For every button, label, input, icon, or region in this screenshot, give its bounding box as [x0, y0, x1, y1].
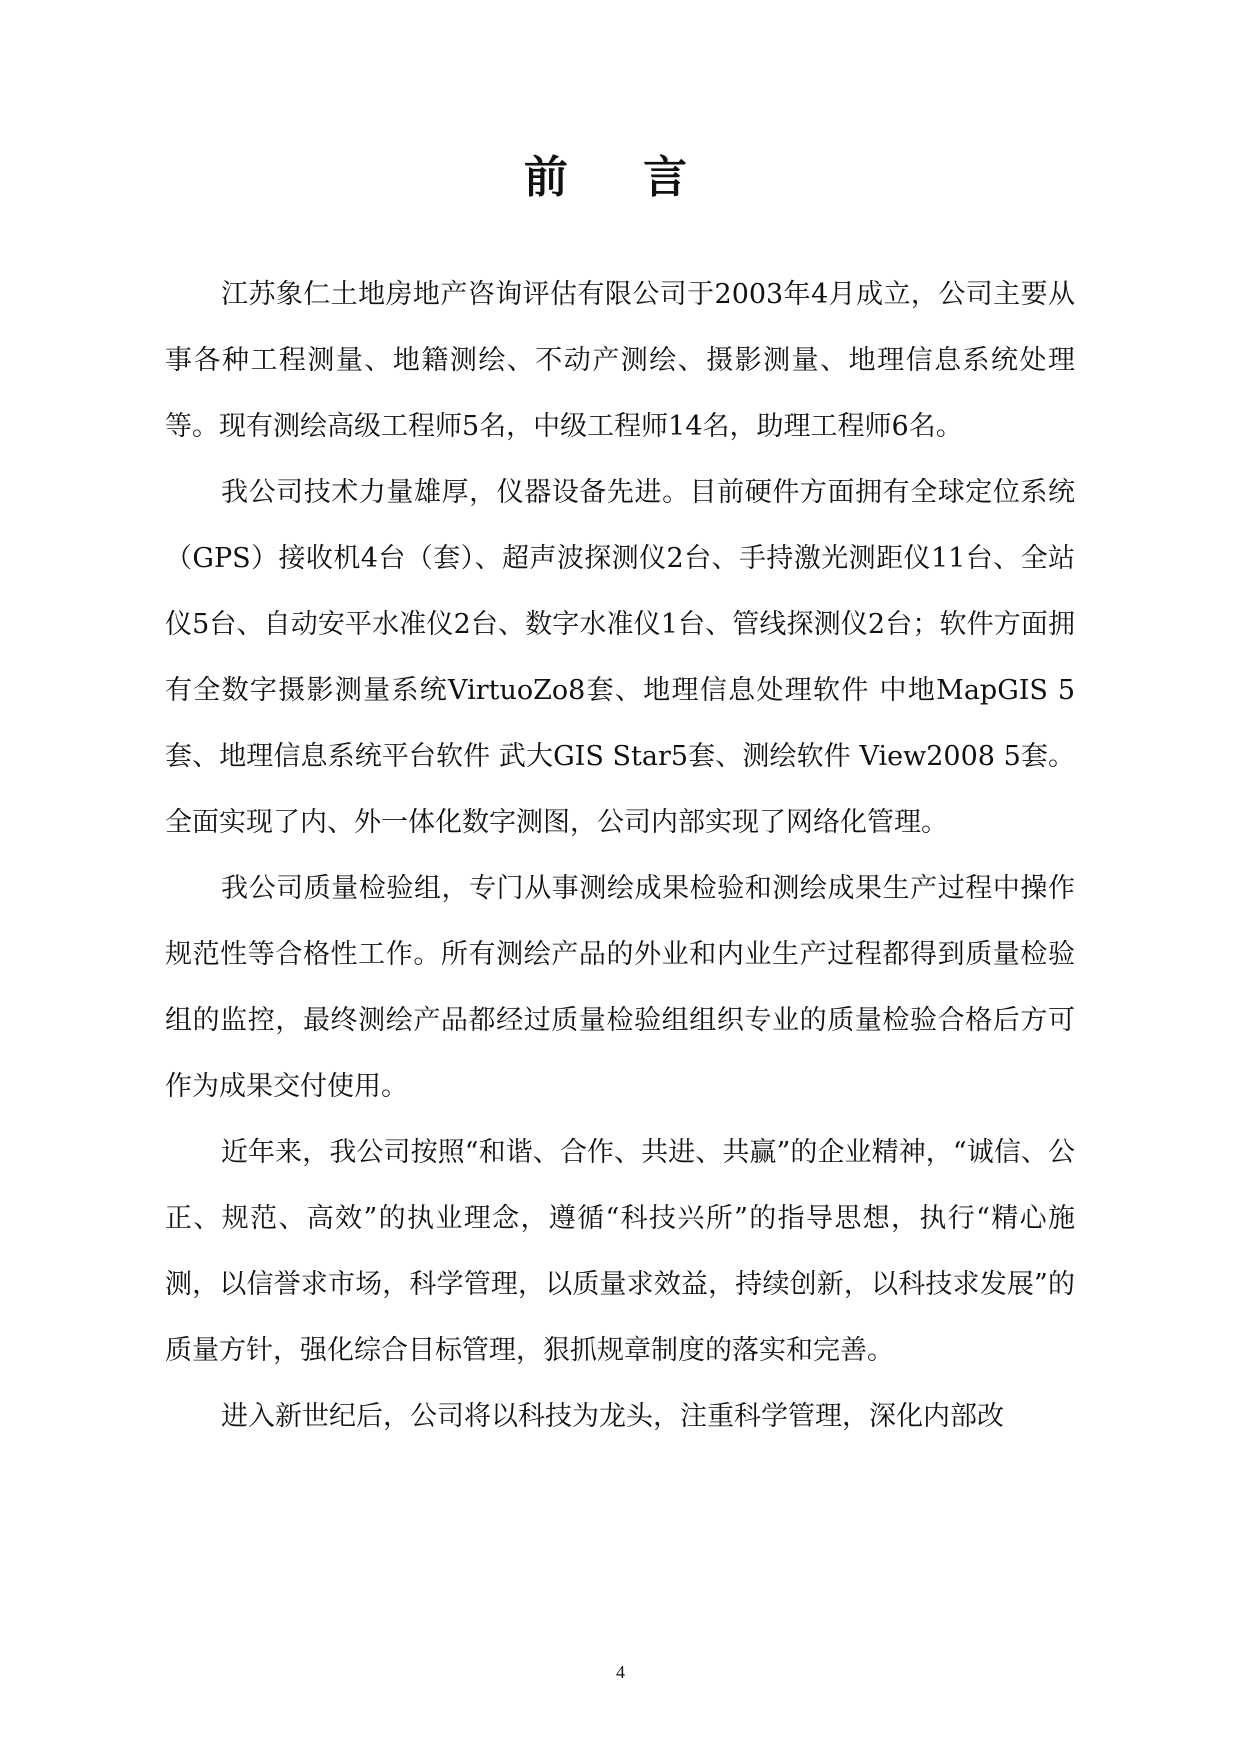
- paragraph-company-intro: 江苏象仁土地房地产咨询评估有限公司于2003年4月成立，公司主要从事各种工程测量、地籍测绘、不动产测绘、摄影测量、地理信息系统处理等。现有测绘高级工程师5名，中级工程师14名，助理工程师6名。: [165, 279, 1075, 442]
- body-text: [165, 262, 1075, 1450]
- paragraph-enterprise-spirit: 近年来，我公司按照“和谐、合作、共进、共赢”的企业精神，“诚信、公正、规范、高效”的执业理念，遵循“科技兴所”的指导思想，执行“精心施测，以信誉求市场，科学管理，以质量求效益，持续创新，以科技求发展”的质量方针，强化综合目标管理，狠抓规章制度的落实和完善。: [165, 1137, 1075, 1366]
- page-title: 前 言: [523, 152, 718, 203]
- paragraph-new-century: 进入新世纪后，公司将以科技为龙头，注重科学管理，深化内部改: [221, 1401, 1004, 1432]
- page-number: 4: [616, 1662, 625, 1682]
- paragraph-equipment: 我公司技术力量雄厚，仪器设备先进。目前硬件方面拥有全球定位系统（GPS）接收机4台（套）、超声波探测仪2台、手持激光测距仪11台、全站仪5台、自动安平水准仪2台、数字水准仪1台、管线探测仪2台；软件方面拥有全数字摄影测量系统VirtuoZo8套、地理信息处理软件 中地MapGIS 5套、地理信息系统平台软件 武大GIS Star5套、测绘软件 View2008 5套。全面实现了内、外一体化数字测图，公司内部实现了网络化管理。: [165, 477, 1075, 838]
- paragraph-quality-inspection: 我公司质量检验组，专门从事测绘成果检验和测绘成果生产过程中操作规范性等合格性工作。所有测绘产品的外业和内业生产过程都得到质量检验组的监控，最终测绘产品都经过质量检验组组织专业的质量检验合格后方可作为成果交付使用。: [165, 873, 1075, 1102]
